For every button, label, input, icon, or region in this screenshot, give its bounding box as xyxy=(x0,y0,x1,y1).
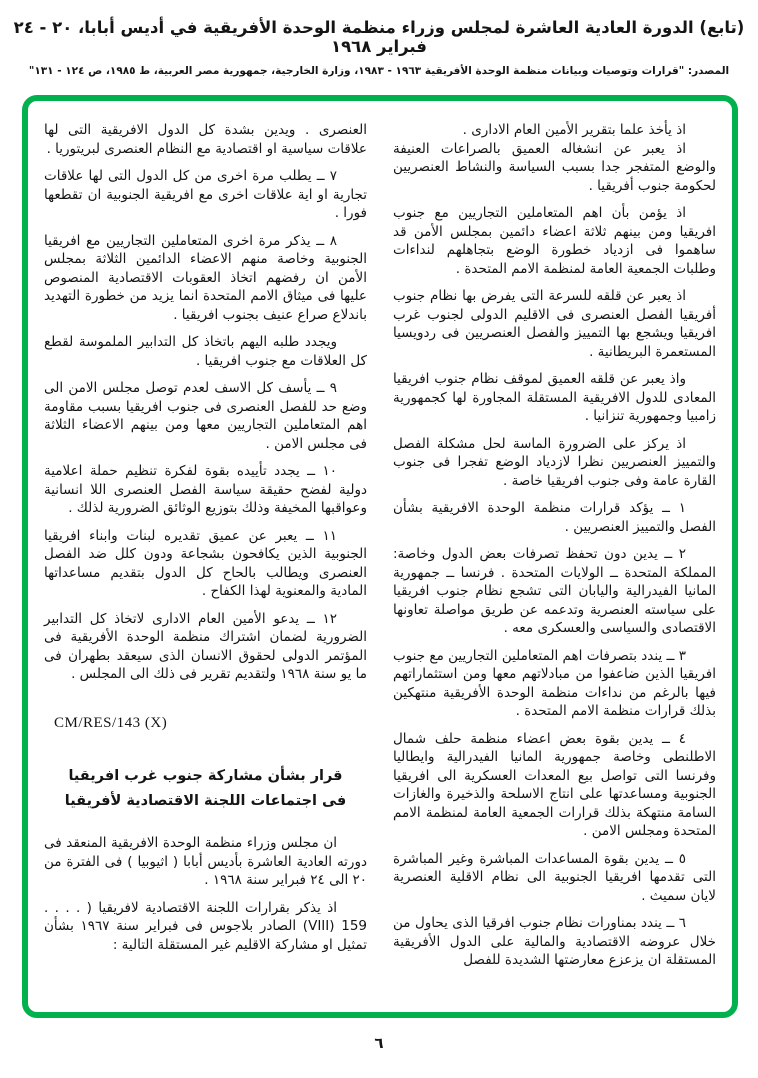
paragraph-numbered-11: ١١ ــ يعبر عن عميق تقديره لبنات وابناء افريقيا الجنوبية الذين يكافحون بشجاعة ودون كلل ضد الفصل العنصرى ويطالب بالحاح كل الدول بتقديم مساعداتها المادية والمعنوية لهذا الكفاح . xyxy=(44,527,367,599)
section-heading-line1: قرار بشأن مشاركة جنوب غرب افريقيا xyxy=(68,768,343,784)
section-heading-line2: فى اجتماعات اللجنة الاقتصادية لأفريقيا xyxy=(64,793,347,809)
paragraph-numbered-12: ١٢ ــ يدعو الأمين العام الادارى لاتخاذ كل التدابير الضرورية لضمان اشتراك منظمة الوحدة الأفريقية فى المؤتمر الدولى لحقوق الانسان الذى سيعقد بطهران فى ما يو سنة ١٩٦٨ ولتقديم تقرير فى ذلك الى المجلس . xyxy=(44,610,367,682)
paragraph: اذ يذكر بقرارات اللجنة الاقتصادية لافريقيا ( . . . . 159 (VIII) الصادر بلاجوس فى فبراير سنة ١٩٦٧ بشأن تمثيل او مشاركة الاقليم غير المستقلة التالية : xyxy=(44,899,368,953)
paragraph-numbered-5: ٥ ــ يدين بقوة المساعدات المباشرة وغير المباشرة التى تقدمها افريقيا الجنوبية الى نظام الاقلية العنصرية لايان سميث . xyxy=(393,850,716,904)
paragraph: ويجدد طلبه اليهم باتخاذ كل التدابير الملموسة لقطع كل العلاقات مع جنوب افريقيا . xyxy=(44,334,367,369)
paragraph: واذ يعبر عن قلقه العميق لموقف نظام جنوب افريقيا المعادى للدول الافريقية المستقلة المجاورة لها كجمهورية زامبيا وجمهورية تنزانيا . xyxy=(393,371,716,424)
paragraph-numbered-8: ٨ ــ يذكر مرة اخرى المتعاملين التجاريين مع افريقيا الجنوبية وخاصة منهم الاعضاء الدائمين الثلاثة بمجلس الأمن ان رفضهم اتخاذ العقوبات الاقتصادية المنصوص عليها فى ميثاق الامم المتحدة انما يزيد من خطورة التهديد باندلاع صراع عنيف بجنوب افريقيا . xyxy=(44,232,367,323)
resolution-reference: CM/RES/143 (X) xyxy=(54,714,168,731)
doc-title: (تابع) الدورة العادية العاشرة لمجلس وزراء منظمة الوحدة الأفريقية في أديس أبابا، ٢٠ - ٢٤ فبراير ١٩٦٨ xyxy=(13,18,745,56)
column-right xyxy=(393,121,716,1002)
page-number: ٦ xyxy=(374,1034,384,1052)
paragraph: اذ يعبر عن انشغاله العميق بالصراعات العنيفة والوضع المتفجر جدا بسبب السياسة والنشاط العنصريين لحكومة جنوب أفريقيا . xyxy=(393,140,716,194)
paragraph-numbered-7: ٧ ــ يطلب مرة اخرى من كل الدول التى لها علاقات تجارية او اية علاقات اخرى مع افريقية الجنوبية ان تقطعها فورا . xyxy=(44,168,367,221)
paragraph-numbered-6: ٦ ــ يندد بمناورات نظام جنوب افرقيا الذى يحاول من خلال عروضه الاقتصادية والمالية على الدول الأفريقية المستقلة ان يزعزع معارضتها الشديدة للفصل xyxy=(393,915,716,968)
paragraph: اذ يأخذ علما بتقرير الأمين العام الادارى . xyxy=(462,122,686,138)
resolution-border-box xyxy=(22,95,738,1018)
paragraph-continuation: العنصرى . ويدين بشدة كل الدول الافريقية التى لها علاقات سياسية او اقتصادية مع النظام العنصرى لبريتوريا . xyxy=(44,122,367,157)
paragraph-numbered-1: ١ ــ يؤكد قرارات منظمة الوحدة الافريقية بشأن الفصل والتمييز العنصريين . xyxy=(393,500,716,535)
two-column-layout xyxy=(44,121,716,1002)
paragraph-numbered-9: ٩ ــ يأسف كل الاسف لعدم توصل مجلس الامن الى وضع حد للفصل العنصرى فى جنوب افريقيا بسبب مقاومة اهم المتعاملين التجاريين معها ومن بينهم الاعضاء الثلاثة فى مجلس الامن . xyxy=(44,380,367,452)
paragraph-numbered-2: ٢ ــ يدين دون تحفظ تصرفات بعض الدول وخاصة: المملكة المتحدة ــ الولايات المتحدة . فرنسا ــ جمهورية المانيا الفيدرالية واليابان التى تشجع نظام جنوب افريقيا على سياسته العنصرية وتدعمه عن طريق مواصلة تعاونها الاقتصادى والسياسى والعسكرى معه . xyxy=(393,546,716,636)
paragraph: اذ يؤمن بأن اهم المتعاملين التجاريين مع جنوب افريقيا ومن بينهم ثلاثة اعضاء دائمين بمجلس الأمن قد ساهموا فى ازدياد خطورة الوضع بتجاهلهم لنداءات وطلبات الجمعية العامة لمنظمة الامم المتحدة . xyxy=(393,205,716,277)
doc-source-line: المصدر: "قرارات وتوصيات وبيانات منظمة الوحدة الأفريقية ١٩٦٣ - ١٩٨٣، وزارة الخارجية، جمهورية مصر العربية، ط ١٩٨٥، ص ١٢٤ - ١٣١" xyxy=(28,65,730,77)
paragraph-numbered-4: ٤ ــ يدين بقوة بعض اعضاء منظمة حلف شمال الاطلنطى وخاصة جمهورية المانيا الفيدرالية وايطاليا وفرنسا التى تواصل بيع المعدات العسكرية الى افريقيا الجنوبية ومساعدتها على انتاج الاسلحة والذخيرة والغازات السامة منتهكة بذلك قرارات الجمعية العامة لمنظمة الامم المتحدة ومجلس الامن . xyxy=(393,730,716,839)
section-heading xyxy=(44,764,367,814)
page-header xyxy=(0,18,758,77)
paragraph-numbered-10: ١٠ ــ يجدد تأييده بقوة لفكرة تنظيم حملة اعلامية دولية لفضح حقيقة سياسة الفصل العنصرى اللا انسانية وعواقبها المخيفة وذلك بتوزيع الوثائق الضرورية لذلك . xyxy=(44,463,367,516)
paragraph: اذ يعبر عن قلقه للسرعة التى يفرض بها نظام جنوب أفريقيا الفصل العنصرى فى الاقليم الدولى لجنوب غرب افريقيا ويشجع بها التمييز والفصل العنصريين فى ردويسيا المستعمرة البريطانية . xyxy=(393,288,716,360)
column-left xyxy=(44,121,367,1002)
paragraph-numbered-3: ٣ ــ يندد بتصرفات اهم المتعاملين التجاريين مع جنوب افريقيا الذين ضاعفوا من مبادلاتهم معها ومن استثماراتهم فيها بالرغم من نداءات منظمة الوحدة الأفريقية منتهكين بذلك قرارات منظمة الامم المتحدة . xyxy=(393,647,716,719)
paragraph: ان مجلس وزراء منظمة الوحدة الافريقية المنعقد فى دورته العادية العاشرة بأديس أبابا ( اثيوبيا ) فى الفترة من ٢٠ الى ٢٤ فبراير سنة ١٩٦٨ . xyxy=(44,835,367,888)
paragraph: اذ يركز على الضرورة الماسة لحل مشكلة الفصل والتمييز العنصريين نظرا لازدياد الوضع تفجرا فى جنوب القارة عامة وفى جنوب افريقيا خاصة . xyxy=(393,435,716,489)
